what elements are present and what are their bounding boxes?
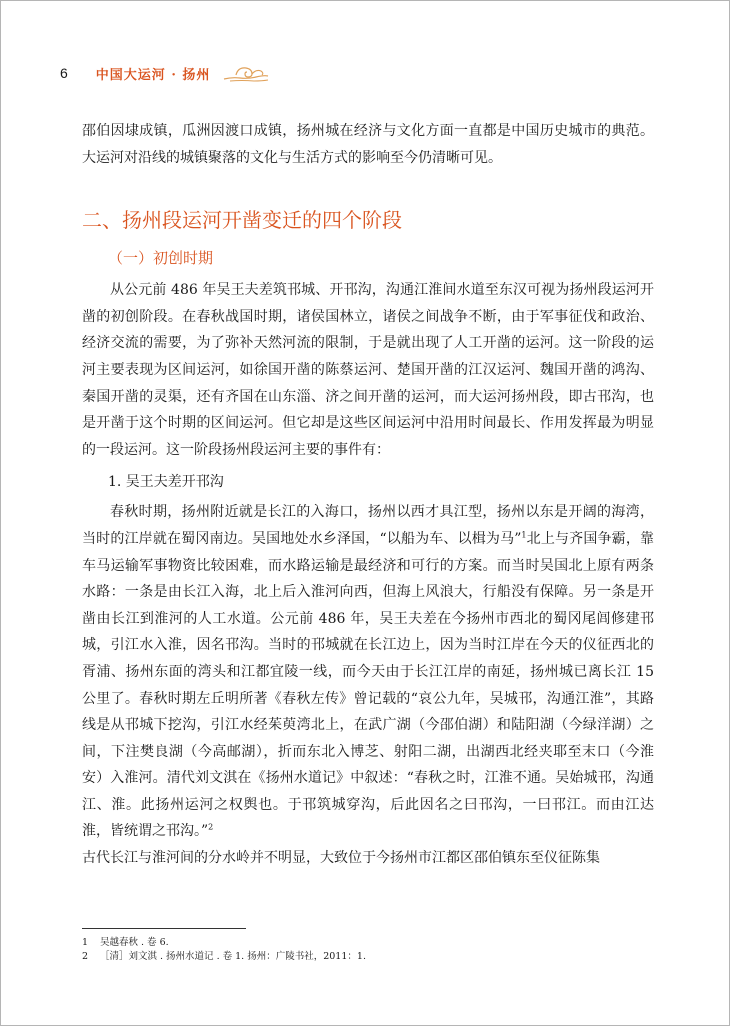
footnote-text: ［清］刘文淇 . 扬州水道记 . 卷 1. 扬州：广陵书社，2011：1.	[100, 951, 366, 962]
footnotes	[82, 936, 654, 964]
footnote-text: 吴越春秋 . 卷 6.	[100, 937, 169, 948]
footnote-number: 2	[82, 951, 89, 962]
running-title: 中国大运河 · 扬州	[95, 67, 211, 83]
running-header	[60, 62, 270, 84]
item-paragraph-part1: 春秋时期，扬州附近就是长江的入海口，扬州以西才具江型，扬州以东是开阔的海湾，当时的江岸就在蜀冈南边。吴国地处水乡泽国，“以船为车、以楫为马”	[82, 504, 654, 547]
item-paragraph-continued: 古代长江与淮河间的分水岭并不明显，大致位于今扬州市江都区邵伯镇东至仪征陈集	[82, 850, 600, 867]
footnote-ref-2[interactable]: 2	[208, 822, 214, 832]
main-content	[82, 118, 654, 872]
footnote-item	[82, 950, 654, 964]
item-paragraph	[82, 499, 654, 845]
auspicious-cloud-icon	[222, 63, 270, 83]
subsection-heading: （一）初创时期	[108, 249, 214, 268]
item-heading: 1. 吴王夫差开邗沟	[108, 474, 224, 491]
footnote-number: 1	[82, 937, 89, 948]
section-heading: 二、扬州段运河开凿变迁的四个阶段	[82, 208, 402, 233]
footnote-item	[82, 936, 654, 950]
item-paragraph-part2: 北上与齐国争霸，靠车马运输军事物资比较困难，而水路运输是最经济和可行的方案。而当时吴国北上原有两条水路：一条是由长江入海，北上后入淮河向西，但海上风浪大，行船没有保障。另一条是开凿由长江到淮河的人工水道。公元前 486 年，吴王夫差在今扬州市西北的蜀冈尾闾修建邗城，引江水入淮，因名邗沟。当时的邗城就在长江边上，因为当时江岸在今天的仪征西北的胥浦、扬州东面的湾头和江都宜陵一线，而今天由于长江江岸的南延，扬州城已离长江 15 公里了。春秋时期左丘明所著《春秋左传》曾记载的“哀公九年，吴城邗，沟通江淮”，其路线是从邗城下挖沟，引江水经茱萸湾北上，在武广湖（今邵伯湖）和陆阳湖（今绿洋湖）之间，下注樊良湖（今高邮湖），折而东北入博芝、射阳二湖，出湖西北经夹耶至末口（今淮安）入淮河。清代刘文淇在《扬州水道记》中叙述：“春秋之时，江淮不通。吴始城邗，沟通江、淮。此扬州运河之权舆也。于邗筑城穿沟，后此因名之曰邗沟，一曰邗江。而由江达淮，皆统谓之邗沟。”	[82, 530, 654, 840]
footnote-divider	[82, 928, 246, 929]
footnote-ref-1[interactable]: 1	[521, 530, 527, 540]
intro-paragraph: 邵伯因埭成镇，瓜洲因渡口成镇，扬州城在经济与文化方面一直都是中国历史城市的典范。大运河对沿线的城镇聚落的文化与生活方式的影响至今仍清晰可见。	[82, 123, 654, 166]
subsection-paragraph: 从公元前 486 年吴王夫差筑邗城、开邗沟，沟通江淮间水道至东汉可视为扬州段运河开凿的初创阶段。在春秋战国时期，诸侯国林立，诸侯之间战争不断，由于军事征伐和政治、经济交流的需要，为了弥补天然河流的限制，于是就出现了人工开凿的运河。这一阶段的运河主要表现为区间运河，如徐国开凿的陈蔡运河、楚国开凿的江汉运河、魏国开凿的鸿沟、秦国开凿的灵渠，还有齐国在山东淄、济之间开凿的运河，而大运河扬州段，即古邗沟，也是开凿于这个时期的区间运河。但它却是这些区间运河中沿用时间最长、作用发挥最为明显的一段运河。这一阶段扬州段运河主要的事件有：	[82, 282, 654, 458]
page-number: 6	[60, 65, 68, 81]
